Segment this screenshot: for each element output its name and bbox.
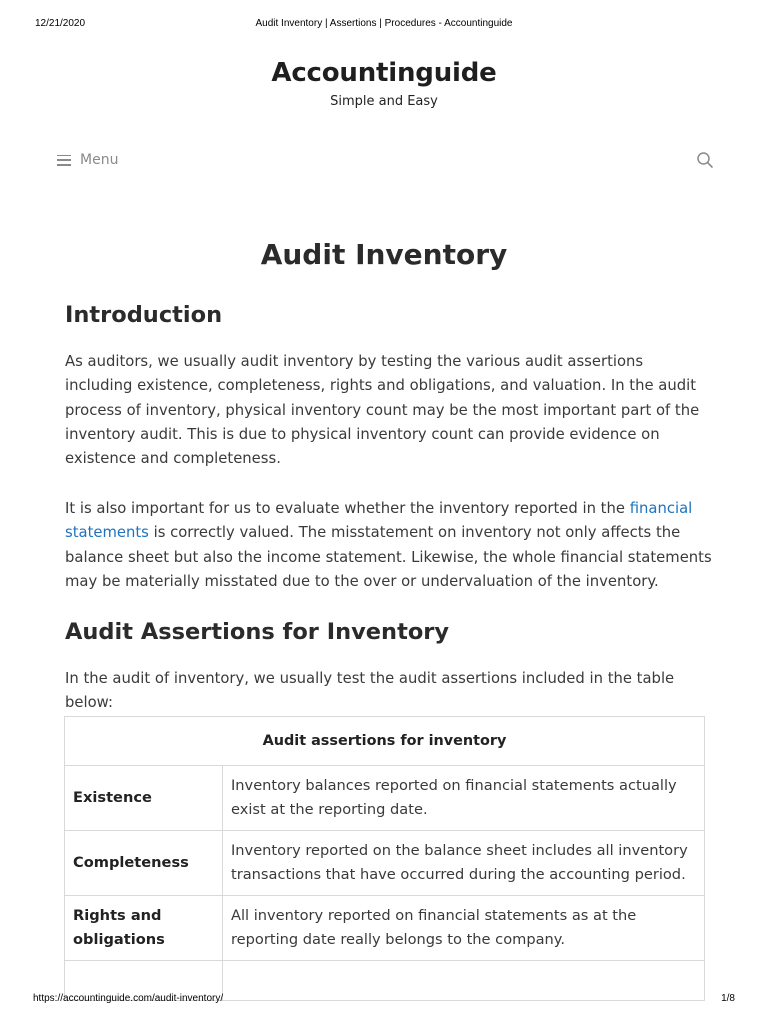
introduction-heading: Introduction [65,302,223,328]
assertions-table [64,716,705,1001]
print-date: 12/21/2020 [35,18,86,29]
hamburger-icon [57,155,71,166]
assertion-description: Inventory reported on the balance sheet includes all inventory transactions that have occurred during the accounting period. [223,831,705,896]
assertion-description [223,961,705,1001]
assertions-intro: In the audit of inventory, we usually test the audit assertions included in the table below: [65,670,675,712]
table-header-row [65,717,705,766]
print-header [0,18,768,32]
page-url: https://accountinguide.com/audit-inventory/ [33,993,224,1004]
page-title: Audit Inventory [260,238,508,271]
table-row [65,896,705,961]
assertion-description: All inventory reported on financial statements as at the reporting date really belongs to the company. [223,896,705,961]
table-header: Audit assertions for inventory [65,717,705,766]
assertion-description: Inventory balances reported on financial statements actually exist at the reporting date. [223,766,705,831]
assertion-name: Completeness [65,831,223,896]
page-number: 1/8 [721,993,735,1004]
site-tagline: Simple and Easy [330,94,438,109]
menu-toggle-button[interactable] [57,150,118,170]
search-button[interactable] [696,151,714,169]
table-row [65,831,705,896]
paragraph-text: is correctly valued. The misstatement on inventory not only affects the balance sheet but also the income statement. Likewise, the whole financial statements may be materially misstated due to the over or undervaluation of the inventory. [65,524,712,590]
search-icon [696,151,714,169]
intro-paragraph: As auditors, we usually audit inventory by testing the various audit assertions including existence, completeness, rights and obligations, and valuation. In the audit process of inventory, physical inventory count may be the most important part of the inventory audit. This is due to physical inventory count can provide evidence on existence and completeness. [65,353,700,468]
menu-label: Menu [80,152,119,168]
financial-statements-link[interactable]: financial statements [65,500,693,542]
assertion-name: Existence [65,766,223,831]
paragraph-text: It is also important for us to evaluate whether the inventory reported in the [65,500,630,517]
assertions-heading: Audit Assertions for Inventory [65,619,450,645]
assertion-name: Rights and obligations [65,896,223,961]
site-title[interactable]: Accountinguide [271,58,497,88]
print-page-title: Audit Inventory | Assertions | Procedures - Accountinguide [255,18,513,29]
valuation-paragraph [65,497,715,594]
table-row [65,766,705,831]
